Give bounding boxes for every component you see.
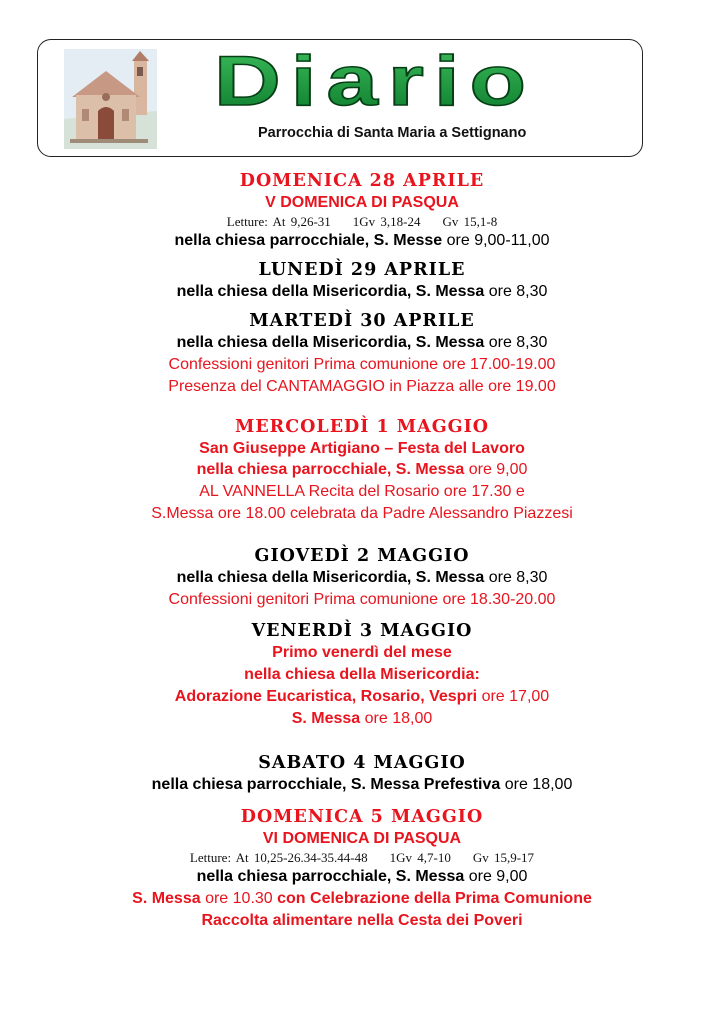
readings — [0, 213, 724, 230]
reading: At 10,25-26.34-35.44-48 — [235, 850, 368, 865]
event-detail: Recita del Rosario ore 17.30 e — [304, 483, 525, 500]
mass-location: nella chiesa parrocchiale, S. Messa — [196, 868, 465, 885]
mass-location: nella chiesa della Misericordia: — [244, 666, 480, 683]
event-detail: con Celebrazione della Prima Comunione — [277, 890, 592, 907]
event-line — [0, 686, 724, 708]
readings-label: Letture: — [189, 850, 232, 865]
event-line — [0, 642, 724, 664]
mass-line — [0, 774, 724, 796]
day-section — [0, 259, 724, 303]
event-time: ore 17,00 — [477, 688, 550, 705]
mass-time: ore 18,00 — [500, 776, 573, 793]
diario-title-text: Diario — [213, 44, 537, 121]
mass-time: ore 8,30 — [484, 283, 548, 300]
day-heading: DOMENICA 5 MAGGIO — [240, 807, 484, 827]
day-heading: DOMENICA 28 APRILE — [239, 171, 485, 191]
day-section — [0, 416, 724, 525]
mass-line — [0, 866, 724, 888]
event-title: Primo venerdì del mese — [272, 644, 452, 661]
day-section — [0, 310, 724, 398]
mass-line — [0, 230, 724, 252]
event-time: ore 18,00 — [360, 710, 433, 727]
mass-location: nella chiesa della Misericordia, S. Messa — [176, 334, 485, 351]
mass-time: ore 9,00 — [464, 868, 528, 885]
diary-content — [0, 170, 724, 932]
mass-location: nella chiesa parrocchiale, S. Messe — [174, 232, 443, 249]
mass-location: nella chiesa della Misericordia, S. Messa — [176, 283, 485, 300]
event-place: AL VANNELLA — [199, 483, 305, 500]
day-subtitle: San Giuseppe Artigiano – Festa del Lavoro — [199, 440, 525, 457]
event-line — [0, 481, 724, 503]
mass-line — [0, 567, 724, 589]
mass-line — [0, 332, 724, 354]
day-subtitle: VI DOMENICA DI PASQUA — [262, 830, 462, 847]
diario-title — [185, 44, 565, 124]
event-line — [0, 910, 724, 932]
reading: Gv 15,1-8 — [442, 214, 498, 229]
mass-time: ore 9,00-11,00 — [442, 232, 550, 249]
readings-label: Letture: — [226, 214, 268, 229]
day-heading: MARTEDÌ 30 APRILE — [249, 311, 475, 331]
day-heading: VENERDÌ 3 MAGGIO — [251, 621, 473, 641]
day-section — [0, 170, 724, 252]
event-time: ore 10.30 — [200, 890, 278, 907]
readings — [0, 849, 724, 866]
event-line: Confessioni genitori Prima comunione ore 18.30-20.00 — [168, 591, 556, 608]
mass-line — [0, 459, 724, 481]
mass-location: nella chiesa parrocchiale, S. Messa Prefestiva — [151, 776, 501, 793]
event-line: Presenza del CANTAMAGGIO in Piazza alle ore 19.00 — [168, 378, 556, 395]
event-line — [0, 708, 724, 730]
event-detail: S. Messa — [291, 710, 361, 727]
event-line — [0, 664, 724, 686]
day-section — [0, 752, 724, 796]
day-heading: SABATO 4 MAGGIO — [258, 753, 466, 773]
event-detail: Adorazione Eucaristica, Rosario, Vespri — [174, 688, 478, 705]
mass-time: ore 8,30 — [484, 334, 548, 351]
mass-time: ore 9,00 — [464, 461, 528, 478]
event-title: S. Messa — [132, 890, 201, 907]
mass-line — [0, 281, 724, 303]
reading: At 9,26-31 — [272, 214, 331, 229]
event-line: S.Messa ore 18.00 celebrata da Padre Alessandro Piazzesi — [151, 505, 573, 522]
mass-location: nella chiesa parrocchiale, S. Messa — [196, 461, 465, 478]
day-section — [0, 620, 724, 730]
day-section — [0, 545, 724, 611]
parish-name: Parrocchia di Santa Maria a Settignano — [258, 125, 527, 141]
event-detail: Raccolta alimentare nella Cesta dei Poveri — [201, 912, 523, 929]
reading: Gv 15,9-17 — [472, 850, 535, 865]
day-heading: MERCOLEDÌ 1 MAGGIO — [234, 417, 490, 437]
day-heading: LUNEDÌ 29 APRILE — [258, 260, 466, 280]
event-line — [0, 888, 724, 910]
mass-time: ore 8,30 — [484, 569, 548, 586]
mass-location: nella chiesa della Misericordia, S. Messa — [176, 569, 485, 586]
reading: 1Gv 3,18-24 — [352, 214, 421, 229]
day-subtitle: V DOMENICA DI PASQUA — [265, 194, 459, 211]
day-section — [0, 806, 724, 932]
event-line: Confessioni genitori Prima comunione ore 17.00-19.00 — [168, 356, 556, 373]
reading: 1Gv 4,7-10 — [389, 850, 451, 865]
day-heading: GIOVEDÌ 2 MAGGIO — [254, 546, 470, 566]
header-box — [37, 39, 643, 157]
